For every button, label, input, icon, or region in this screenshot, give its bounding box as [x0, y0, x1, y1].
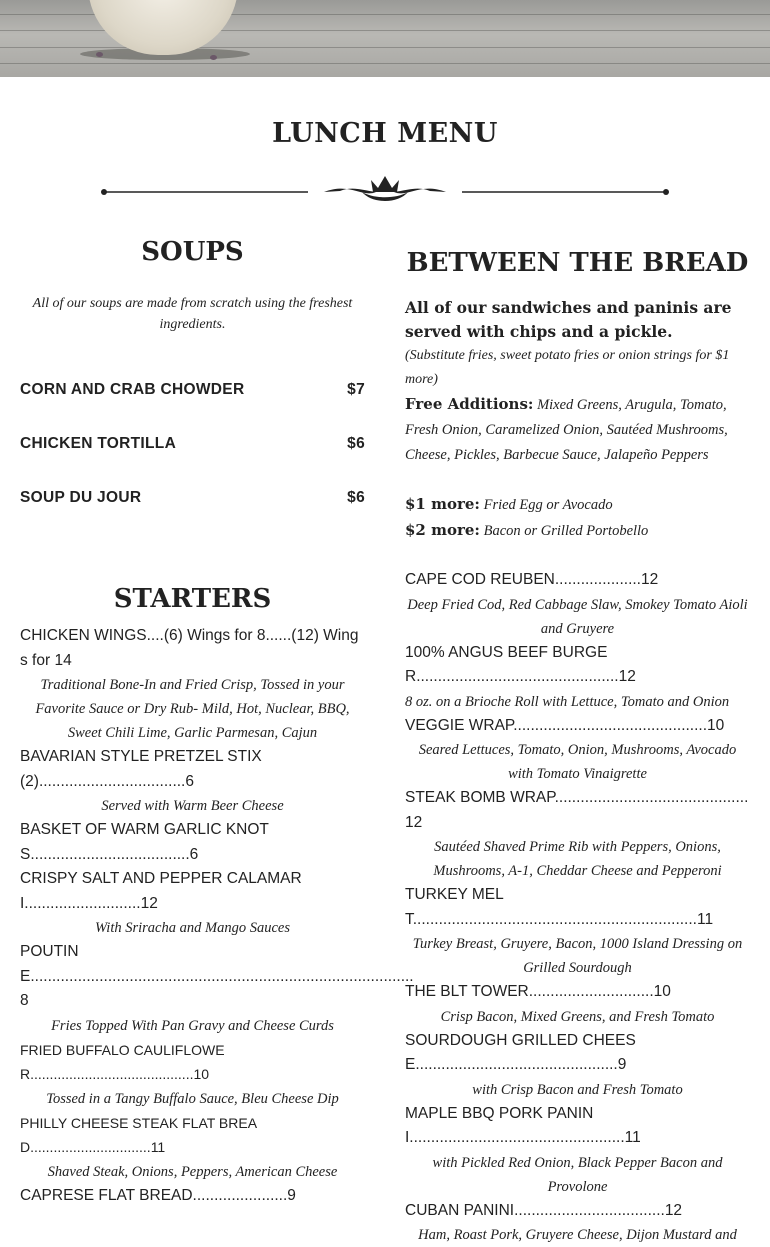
sandwich-desc: Turkey Breast, Gruyere, Bacon, 1000 Island Dressing on Grilled Sourdough	[412, 936, 743, 976]
starter-desc: Fries Topped With Pan Gravy and Cheese Curds	[51, 1017, 334, 1034]
sandwich-desc: 8 oz. on a Brioche Roll with Lettuce, Tomato and Onion	[405, 693, 730, 710]
soups-title: SOUPS	[141, 237, 244, 267]
right-column	[405, 242, 750, 1247]
sandwich-item: TURKEY MELT..................................................................11	[405, 886, 714, 928]
sandwich-desc: with Crisp Bacon and Fresh Tomato	[472, 1081, 683, 1098]
two-dollar-more	[405, 518, 750, 544]
starter-item: PHILLY CHEESE STEAK FLAT BREAD...............................11	[20, 1114, 258, 1155]
soups-list	[20, 381, 365, 543]
one-dollar-text: Fried Egg or Avocado	[479, 497, 613, 513]
starter-desc: Traditional Bone-In and Fried Crisp, Tossed in your Favorite Sauce or Dry Rub- Mild, Hot, Nuclear, BBQ, Sweet Chili Lime, Garlic Parmesan, Cajun	[35, 677, 350, 741]
left-column	[20, 232, 414, 1208]
sandwich-desc: Seared Lettuces, Tomato, Onion, Mushrooms, Avocado with Tomato Vinaigrette	[418, 742, 737, 782]
bread-substitute: (Substitute fries, sweet potato fries or onion strings for $1 more)	[405, 348, 730, 387]
soup-item: SOUP DU JOUR $6	[20, 489, 365, 506]
two-dollar-label: $2 more:	[405, 521, 480, 539]
starter-item: CRISPY SALT AND PEPPER CALAMARI...........................12	[20, 870, 302, 912]
starter-desc: Shaved Steak, Onions, Peppers, American Cheese	[47, 1163, 338, 1180]
soups-intro: All of our soups are made from scratch using the freshest ingredients.	[32, 296, 353, 332]
sandwich-item: CUBAN PANINI...................................12	[405, 1201, 683, 1219]
two-dollar-text: Bacon or Grilled Portobello	[479, 523, 649, 539]
one-dollar-more	[405, 492, 750, 518]
sandwich-item: MAPLE BBQ PORK PANINI..................................................11	[405, 1104, 641, 1146]
starter-desc: With Sriracha and Mango Sauces	[95, 920, 290, 936]
sandwich-desc: Ham, Roast Pork, Gruyere Cheese, Dijon Mustard and	[418, 1227, 737, 1243]
starter-item: FRIED BUFFALO CAULIFLOWER..........................................10	[20, 1041, 225, 1082]
sandwich-desc: Crisp Bacon, Mixed Greens, and Fresh Tomato	[440, 1008, 715, 1025]
sandwich-item: 100% ANGUS BEEF BURGER...............................................12	[405, 643, 636, 685]
starter-desc: Served with Warm Beer Cheese	[101, 798, 284, 814]
starter-item: POUTINE.........................................................................................8	[20, 943, 414, 1009]
free-additions-text: Mixed Greens, Arugula, Tomato, Fresh Onion, Caramelized Onion, Sautéed Mushrooms, Cheese, Pickles, Barbecue Sauce, Jalapeño Peppers	[405, 397, 728, 463]
soup-item: CORN AND CRAB CHOWDER $7	[20, 381, 365, 398]
starter-item: BAVARIAN STYLE PRETZEL STIX (2)..................................6	[20, 748, 262, 790]
bread-intro: All of our sandwiches and paninis are served with chips and a pickle.	[405, 298, 732, 341]
sandwich-item: THE BLT TOWER.............................10	[405, 983, 671, 1000]
sandwich-item: CAPE COD REUBEN....................12	[405, 571, 659, 588]
sandwich-desc: with Pickled Red Onion, Black Pepper Bacon and Provolone	[432, 1154, 723, 1195]
starter-desc: Tossed in a Tangy Buffalo Sauce, Bleu Cheese Dip	[46, 1090, 339, 1107]
page-title: LUNCH MENU	[272, 118, 498, 149]
starter-item: CHICKEN WINGS....(6) Wings for 8......(12) Wings for 14	[20, 627, 359, 669]
one-dollar-label: $1 more:	[405, 495, 480, 513]
sandwich-item: VEGGIE WRAP.............................................10	[405, 716, 725, 734]
starter-item: CAPRESE FLAT BREAD......................9	[20, 1186, 296, 1204]
free-additions-label: Free Additions:	[405, 395, 534, 413]
sandwich-item: SOURDOUGH GRILLED CHEESE...............................................9	[405, 1031, 636, 1073]
ornament-divider	[100, 172, 670, 206]
free-additions	[405, 392, 750, 468]
soup-item: CHICKEN TORTILLA $6	[20, 435, 365, 452]
starters-list	[20, 624, 414, 1208]
sandwich-item: STEAK BOMB WRAP.............................................12	[405, 789, 749, 831]
hero-photo	[0, 0, 770, 77]
sandwich-desc: Deep Fried Cod, Red Cabbage Slaw, Smokey Tomato Aioli and Gruyere	[407, 596, 748, 637]
sandwich-list	[405, 568, 750, 1247]
starter-item: BASKET OF WARM GARLIC KNOTS.....................................6	[20, 821, 269, 863]
starters-title: STARTERS	[113, 584, 272, 614]
sandwich-desc: Sautéed Shaved Prime Rib with Peppers, Onions, Mushrooms, A-1, Cheddar Cheese and Pepperoni	[433, 839, 722, 879]
bread-title: BETWEEN THE BREAD	[406, 248, 749, 278]
